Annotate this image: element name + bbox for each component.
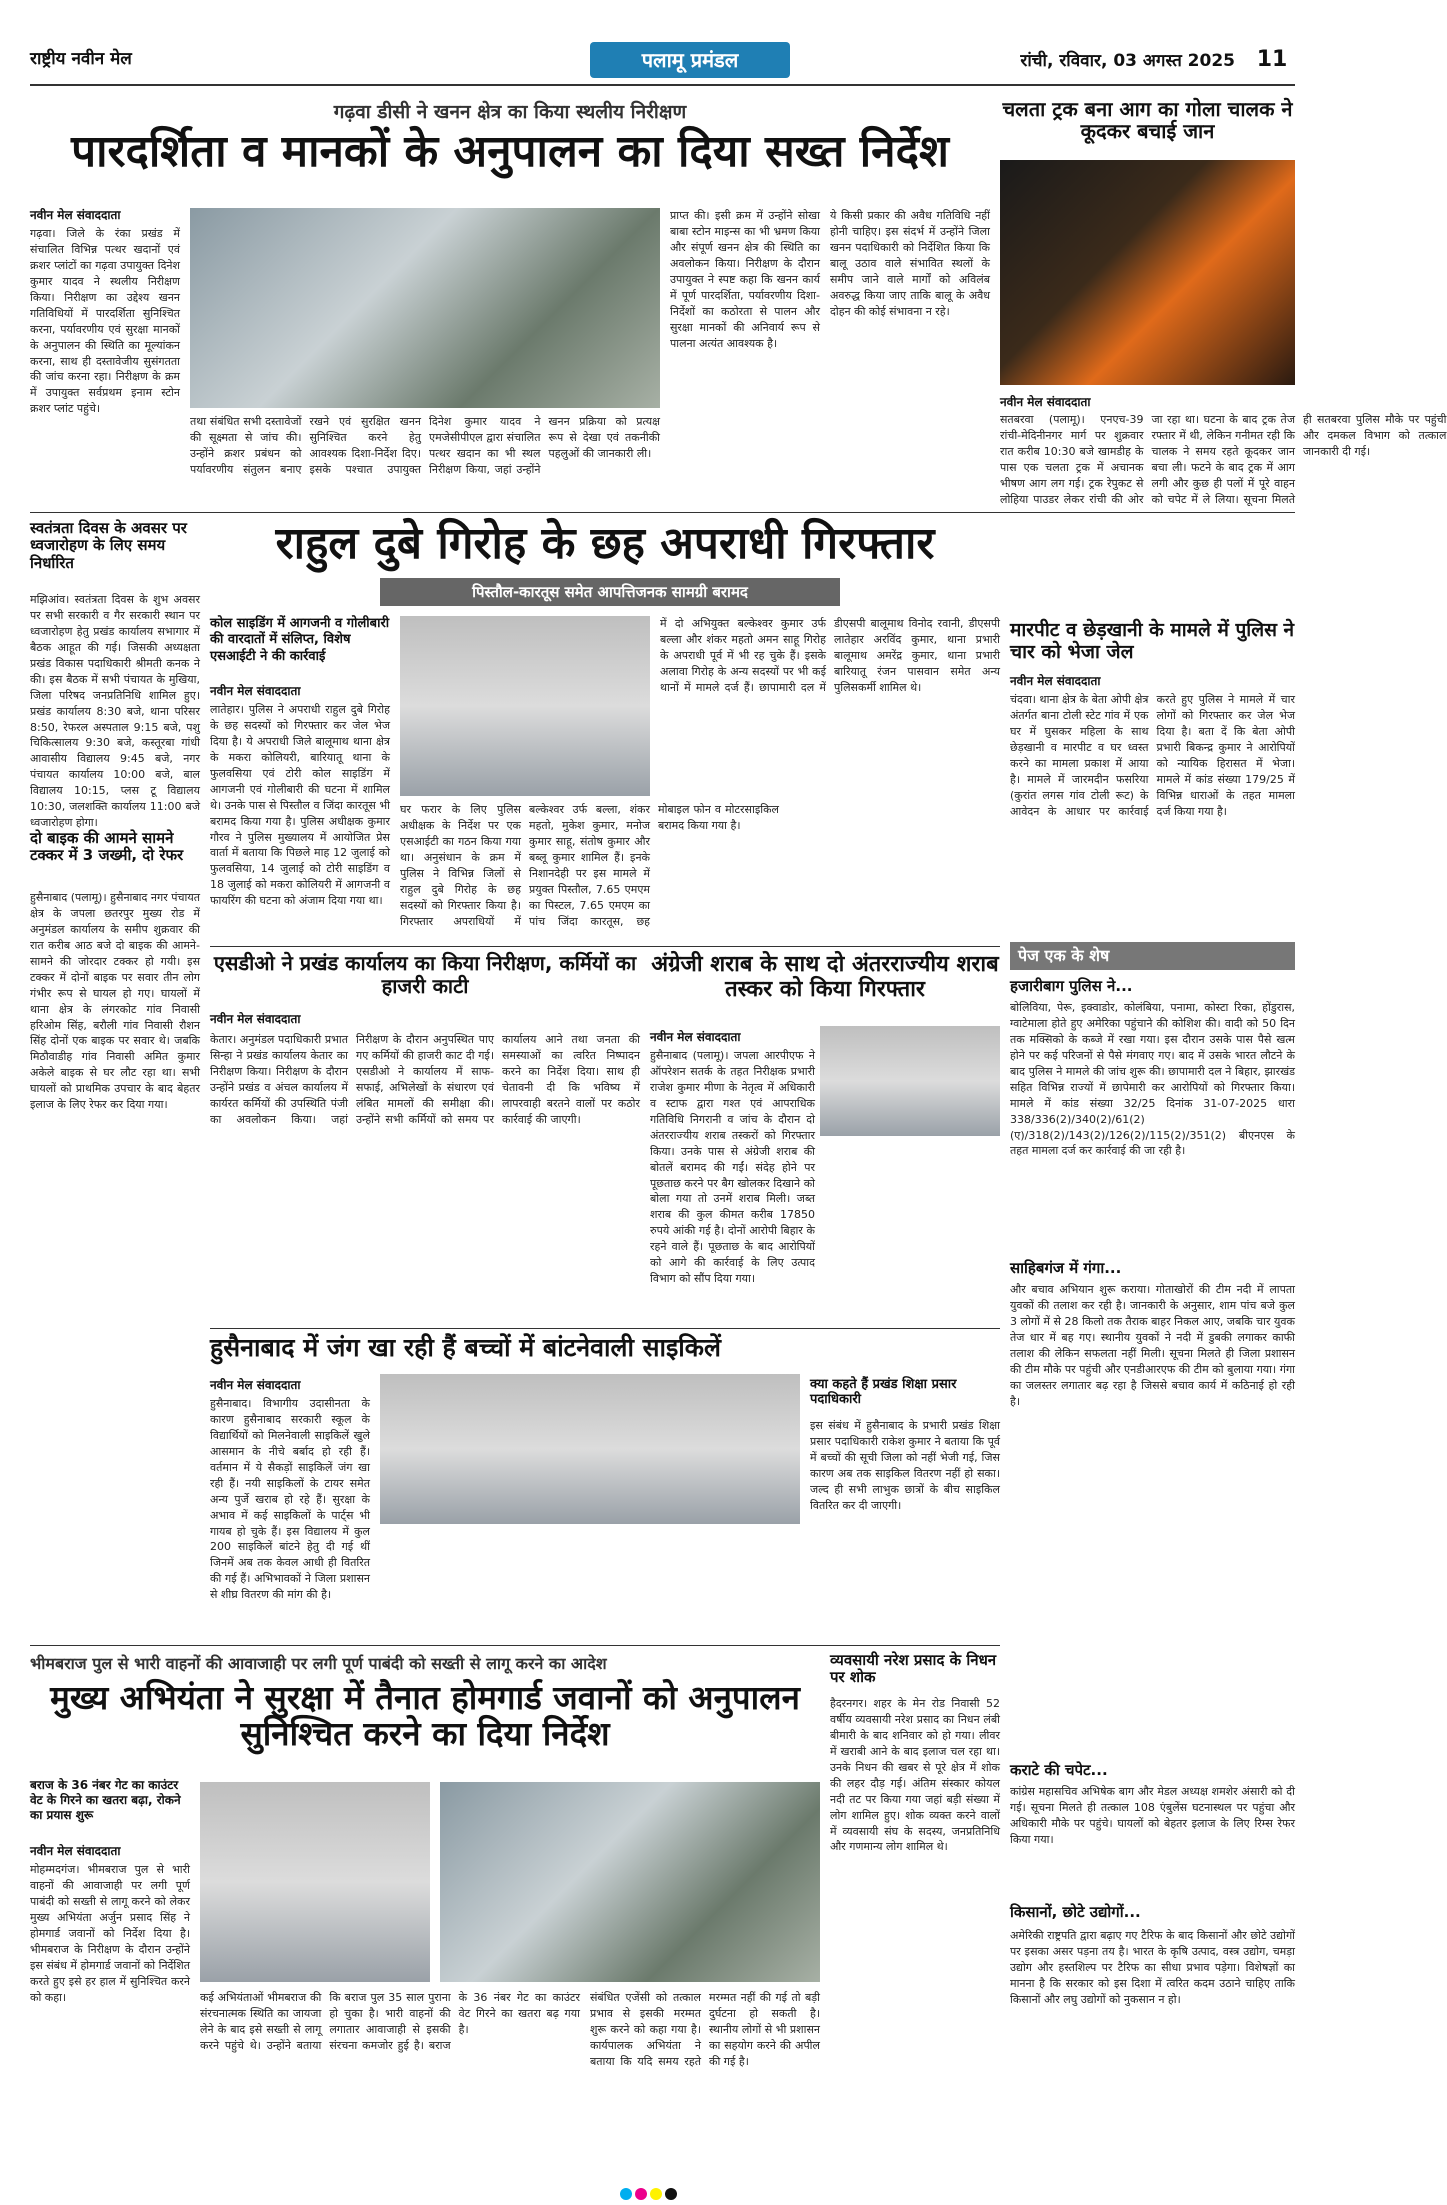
story-truck-fire <box>1000 97 1447 508</box>
story-headline: मारपीट व छेड़खानी के मामले में पुलिस ने चार को भेजा जेल <box>1010 619 1295 663</box>
byline: नवीन मेल संवाददाता <box>210 684 301 698</box>
story-headline: राहुल दुबे गिरोह के छह अपराधी गिरफ्तार <box>275 518 935 569</box>
story-garhwa-inspection <box>30 98 990 508</box>
story-body-continued <box>380 1530 800 1636</box>
rusting-cycles-photo <box>380 1374 800 1524</box>
story-headline: चलता ट्रक बना आग का गोला चालक ने कूदकर बचाई जान <box>1002 97 1293 143</box>
side-body: इस संबंध में हुसैनाबाद के प्रभारी प्रखंड शिक्षा प्रसार पदाधिकारी राकेश कुमार ने बताया कि पूर्व में बच्चों की सूची जिला को नहीं भेजी गई, जिस कारण अब तक साइकिल वितरण नहीं हो सका। जल्द ही सभी लाभुक छात्रों के बीच साइकिल वितरित कर दी जाएगी। <box>810 1419 1000 1512</box>
side-title: क्या कहते हैं प्रखंड शिक्षा प्रसार पदाधिकारी <box>810 1377 957 1407</box>
story-body-continued <box>820 1142 1000 1322</box>
brand-name: राष्ट्रीय नवीन मेल <box>30 49 132 69</box>
story-body: ये किसी प्रकार की अवैध गतिविधि नहीं होनी चाहिए। इस संदर्भ में उन्होंने जिला खनन पदाधिकारी को निर्देशित किया कि बालू उठाव वाले संभावित स्थलों के समीप जाने वाले मार्गों को अविलंब अवरुद्ध किया जाए ताकि बालू के अवैध दोहन की कोई संभावना न रहे। <box>830 209 990 318</box>
continued-karate-head: कराटे की चपेट... <box>1010 1761 1108 1779</box>
byline: नवीन मेल संवाददाता <box>1010 674 1101 688</box>
story-independence-day <box>30 519 200 830</box>
story-headline: पारदर्शिता व मानकों के अनुपालन का दिया सख्त निर्देश <box>71 126 949 177</box>
divider <box>30 512 1295 513</box>
byline: नवीन मेल संवाददाता <box>210 1378 301 1392</box>
continued-hazaribagh-body: बोलिविया, पेरू, इक्वाडोर, कोलंबिया, पनामा, कोस्टा रिका, होंडुरास, ग्वाटेमाला होते हुए अमेरिका पहुंचाने की कोशिश की। वादी को 50 दिन तक मक्सिको के कब्जे में रखा गया। इस दौरान उसके पास पैसे खत्म होने पर कई परिजनों से पैसे मंगवाए गए। बाद में उसके भारत लौटने के बाद पुलिस ने मामले की जांच शुरू की। छापामारी दल ने बिहार, झारखंड सहित विभिन्न राज्यों में छापेमारी कर आरोपियों को गिरफ्तार किया। मामले में कांड संख्या 32/25 दिनांक 31-07-2025 धारा 338/336(2)/340(2)/61(2)(ए)/318(2)/143(2)/126(2)/115(2)/351(2) बीएनएस के तहत मामला दर्ज कर कार्रवाई की जा रही है। <box>1010 1001 1295 1158</box>
story-liquor-smugglers <box>650 952 1000 1322</box>
continued-bar: पेज एक के शेष <box>1010 942 1295 970</box>
story-body: चंदवा। थाना क्षेत्र के बेता ओपी क्षेत्र अंतर्गत बाना टोली स्टेट गांव में एक घर में घुसकर महिला के साथ छेड़खानी व मारपीट व घर ध्वस्त करने का मामला प्रकाश में आया है। मामले में जारमदीन फसरिया (कुरांत लगस गांव टोली रूट) के आवेदन के आधार पर कार्रवाई करते हुए पुलिस ने मामले में चार लोगों को गिरफ्तार कर जेल भेज दिया है। बता दें कि बेता ओपी प्रभारी बिकन्द्र कुमार ने आरोपियों को न्यायिक हिरासत में भेजा। मामले में कांड संख्या 179/25 में विभिन्न धाराओं के तहत मामला दर्ज किया गया है। <box>1010 693 1295 818</box>
page-number: 11 <box>1256 47 1288 72</box>
story-body: घर फरार के लिए पुलिस अधीक्षक के निर्देश पर एक एसआईटी का गठन किया गया था। अनुसंधान के क्रम में पुलिस ने विभिन्न जिलों से राहुल दुबे गिरोह के छह सदस्यों को गिरफ्तार किया है। गिरफ्तार अपराधियों में बल्केश्वर उर्फ बल्ला, शंकर महतो, मुकेश कुमार, मनोज कुमार साहू, संतोष कुमार और बब्लू कुमार शामिल हैं। इनके निशानदेही पर इस मामले में प्रयुक्त पिस्तौल, 7.65 एमएम का पिस्टल, 7.65 एमएम का पांच जिंदा कारतूस, छह मोबाइल फोन व मोटरसाइकिल बरामद किया गया है। <box>400 803 779 928</box>
story-assault-arrest <box>1010 620 1295 935</box>
story-bhimbaraj-bridge <box>30 1652 820 2172</box>
story-kicker: गढ़वा डीसी ने खनन क्षेत्र का किया स्थलीय निरीक्षण <box>333 101 687 123</box>
story-rahul-dubey-gang <box>210 520 1000 940</box>
story-body: मझिआंव। स्वतंत्रता दिवस के शुभ अवसर पर सभी सरकारी व गैर सरकारी स्थान पर ध्वजारोहण हेतु प्रखंड कार्यालय सभागार में बैठक आहूत की गई। जिसकी अध्यक्षता प्रखंड विकास पदाधिकारी श्रीमती कनक ने की। इस बैठक में सभी पंचायत के मुखिया, जिला परिषद जनप्रतिनिधि शामिल हुए। प्रखंड कार्यालय 8:30 बजे, थाना परिसर 8:50, रेफरल अस्पताल 9:15 बजे, पशु चिकित्सालय 9:30 बजे, कस्तूरबा गांधी आवासीय विद्यालय 9:45 बजे, नगर पंचायत कार्यालय 10:00 बजे, बाल विद्यालय 10:15, प्लस टू विद्यालय 10:30, जलशक्ति कार्यालय 11:00 बजे ध्वजारोहण होगा। <box>30 593 200 830</box>
story-bullet: कोल साइडिंग में आगजनी व गोलीबारी की वारदातों में संलिप्त, विशेष एसआईटी ने की कार्रवाई <box>210 616 390 664</box>
byline: नवीन मेल संवाददाता <box>1000 395 1091 409</box>
story-body: गढ़वा। जिले के रंका प्रखंड में संचालित विभिन्न पत्थर खदानों एवं क्रशर प्लांटों का गढ़वा उपायुक्त दिनेश कुमार यादव ने स्थलीय निरीक्षण किया। निरीक्षण का उद्देश्य खनन गतिविधियों में पारदर्शिता सुनिश्चित करना, पर्यावरणीय एवं सुरक्षा मानकों के अनुपालन की स्थिति का मूल्यांकन करना, साथ ही दस्तावेजीय सुसंगतता की जांच करना रहा। निरीक्षण के क्रम में उपायुक्त सर्वप्रथम इनाम स्टोन क्रशर प्लांट पहुंचे। <box>30 227 180 416</box>
story-headline: व्यवसायी नरेश प्रसाद के निधन पर शोक <box>830 1651 997 1687</box>
continued-karate-body: कांग्रेस महासचिव अभिषेक बाग और मेडल अध्यक्ष शमशेर अंसारी को दी गई। सूचना मिलते ही तत्काल 108 एंबुलेंस घटनास्थल पर पहुंचा और अधिकारी मौके पर पहुंचे। घायलों को बेहतर इलाज के लिए रिम्स रेफर किया गया। <box>1010 1785 1295 1846</box>
continued-kisan-body: अमेरिकी राष्ट्रपति द्वारा बढ़ाए गए टैरिफ के बाद किसानों और छोटे उद्योगों पर इसका असर पड़ना तय है। भारत के कृषि उत्पाद, वस्त्र उद्योग, चमड़ा उद्योग और हस्तशिल्प पर टैरिफ का सीधा प्रभाव पड़ेगा। विशेषज्ञों का मानना है कि सरकार को इस दिशा में त्वरित कदम उठाने चाहिए ताकि किसानों और लघु उद्योगों को नुकसान न हो। <box>1010 1929 1295 2006</box>
story-body: संबंधित एजेंसी को तत्काल प्रभाव से इसकी मरम्मत शुरू करने को कहा गया है। कार्यपालक अभियंता ने बताया कि यदि समय रहते मरम्मत नहीं की गई तो बड़ी दुर्घटना हो सकती है। स्थानीय लोगों से भी प्रशासन का सहयोग करने की अपील की गई है। <box>590 1991 820 2068</box>
story-headline: एसडीओ ने प्रखंड कार्यालय का किया निरीक्षण, कर्मियों का हाजरी काटी <box>213 951 637 998</box>
divider <box>30 1645 1000 1646</box>
inspection-photo <box>190 208 660 408</box>
story-body: मोहम्मदगंज। भीमबराज पुल से भारी वाहनों की आवाजाही पर लगी पूर्ण पाबंदी को सख्ती से लागू करने को लेकर मुख्य अभियंता अर्जुन प्रसाद सिंह ने होमगार्ड जवानों को निर्देश दिया है। भीमबराज के निरीक्षण के दौरान उन्होंने इस संबंध में होमगार्ड जवानों को निर्देशित करते हुए इसे हर हाल में सुनिश्चित करने को कहा। <box>30 1863 190 2004</box>
story-headline: दो बाइक की आमने सामने टक्कर में 3 जख्मी, दो रेफर <box>30 829 184 865</box>
story-body: प्राप्त की। इसी क्रम में उन्होंने सोखा बाबा स्टोन माइन्स का भी भ्रमण किया और संपूर्ण खनन क्षेत्र की स्थिति का अवलोकन किया। निरीक्षण के दौरान उपायुक्त ने स्पष्ट कहा कि खनन कार्य में पूर्ण पारदर्शिता, पर्यावरणीय दिशा-निर्देशों का कठोरता से पालन और सुरक्षा मानकों की अनिवार्य रूप से पालना अत्यंत आवश्यक है। <box>670 209 820 350</box>
story-body: हुसैनाबाद (पलामू)। हुसैनाबाद नगर पंचायत क्षेत्र के जपला छतरपुर मुख्य रोड में अनुमंडल कार्यालय के समीप शुक्रवार की रात करीब आठ बजे दो बाइक की आमने-सामने की जोरदार टक्कर हो गयी। इस टक्कर में दोनों बाइक पर सवार तीन लोग गंभीर रूप से घायल हो गए। घायलों में थाना क्षेत्र के लंगरकोट गांव निवासी हरिओम सिंह, बरौली गांव निवासी रौशन सिंह दोनों एक बाइक पर सवार थे। जबकि मिठौवाडीह गांव निवासी अमित कुमार अकेले बाइक से घर लौट रहा था। सभी घायलों को प्राथमिक उपचार के बाद बेहतर इलाज के लिए रेफर कर दिया गया। <box>30 891 200 1112</box>
story-body: हुसैनाबाद। विभागीय उदासीनता के कारण हुसैनाबाद सरकारी स्कूल के विद्यार्थियों को मिलनेवाली साइकिलें खुले आसमान के नीचे बर्बाद हो रही हैं। वर्तमान में ये सैकड़ों साइकिलें जंग खा रही हैं। नयी साइकिलों के टायर समेत अन्य पुर्जे खराब हो रहे हैं। सुरक्षा के अभाव में कई साइकिलों के पार्ट्स भी गायब हो चुके हैं। इस विद्यालय में कुल 200 साइकिलें बांटने हेतु दी गई थीं जिनमें अब तक केवल आधी ही वितरित की गई हैं। अभिभावकों ने जिला प्रशासन से शीघ्र वितरण की मांग की है। <box>210 1397 370 1602</box>
story-education-officer-comment <box>810 1378 1000 1638</box>
story-condolence <box>830 1652 1000 2172</box>
story-headline: मुख्य अभियंता ने सुरक्षा में तैनात होमगार्ड जवानों को अनुपालन सुनिश्चित करने का दिया निर्देश <box>50 1678 800 1754</box>
bridge-photo <box>200 1782 430 1982</box>
story-body: सतबरवा (पलामू)। एनएच-39 रांची-मेदिनीनगर मार्ग पर शुक्रवार रात करीब 10:30 बजे खामडीह के पास एक चलता ट्रक में अचानक भीषण आग लग गई। ट्रक रेपुकट से लोहिया पाउडर लेकर रांची की ओर जा रहा था। घटना के बाद ट्रक तेज रफ्तार में थी, लेकिन गनीमत रही कि चालक ने समय रहते कूदकर जान बचा ली। फटने के बाद ट्रक में आग लगी और कुछ ही पलों में पूरे वाहन को चपेट में ले लिया। सूचना मिलते ही सतबरवा पुलिस मौके पर पहुंची और दमकल विभाग को तत्काल जानकारी दी गई। <box>1000 413 1447 506</box>
dateline: रांची, रविवार, 03 अगस्त 2025 <box>1020 51 1235 71</box>
continued-section <box>1010 942 1295 2172</box>
officials-photo <box>440 1782 820 1982</box>
story-body: केतार। अनुमंडल पदाधिकारी प्रभात सिन्हा ने प्रखंड कार्यालय केतार का निरीक्षण किया। निरीक्षण के दौरान उन्होंने प्रखंड व अंचल कार्यालय में कार्यरत कर्मियों की उपस्थिति पंजी का अवलोकन किया। जहां निरीक्षण के दौरान अनुपस्थित पाए गए कर्मियों की हाजरी काट दी गई। एसडीओ ने कार्यालय में साफ-सफाई, अभिलेखों के संधारण एवं लंबित मामलों की समीक्षा की। उन्होंने सभी कर्मियों को समय पर कार्यालय आने तथा जनता की समस्याओं का त्वरित निष्पादन करने का निर्देश दिया। साथ ही चेतावनी दी कि भविष्य में लापरवाही बरतने वालों पर कठोर कार्रवाई की जाएगी। <box>210 1033 640 1126</box>
section-title: पलामू प्रमंडल <box>590 42 790 78</box>
byline: नवीन मेल संवाददाता <box>30 1844 121 1858</box>
byline: नवीन मेल संवाददाता <box>210 1012 301 1026</box>
story-body: कई अभियंताओं भीमबराज की संरचनात्मक स्थिति का जायजा लेने के बाद इसे सख्ती से लागू करने पहुंचे थे। उन्होंने बताया कि बराज पुल 35 साल पुराना हो चुका है। भारी वाहनों की लगातार आवाजाही से इसकी संरचना कमजोर हुई है। बराज के 36 नंबर गेट का काउंटर वेट गिरने का खतरा बढ़ गया है। <box>200 1991 580 2052</box>
story-subhead: पिस्तौल-कारतूस समेत आपत्तिजनक सामग्री बरामद <box>380 578 840 606</box>
color-registration-marks <box>620 2185 720 2199</box>
seized-liquor-photo <box>820 1026 1000 1136</box>
byline: नवीन मेल संवाददाता <box>650 1030 741 1044</box>
story-headline: हुसैनाबाद में जंग खा रही हैं बच्चों में बांटनेवाली साइकिलें <box>210 1333 721 1362</box>
story-body: लातेहार। पुलिस ने अपराधी राहुल दुबे गिरोह के छह सदस्यों को गिरफ्तार कर जेल भेज दिया है। ये अपराधी जिले बालूमाथ थाना क्षेत्र के मकरा कोलियरी, बारियातू थाना के फुलवसिया एवं टोरी कोल साइडिंग में आगजनी एवं गोलीबारी की घटना में शामिल थे। उनके पास से पिस्तौल व जिंदा कारतूस भी बरामद किया गया है। पुलिस अधीक्षक कुमार गौरव ने पुलिस मुख्यालय में आयोजित प्रेस वार्ता में बताया कि पिछले माह 12 जुलाई को फुलवसिया, 14 जुलाई को टोरी साइडिंग व 18 जुलाई को मकरा कोलियरी में आगजनी व फायरिंग की घटना को अंजाम दिया गया था। <box>210 703 390 908</box>
byline: नवीन मेल संवाददाता <box>30 208 121 222</box>
story-body: में दो अभियुक्त बल्केश्वर कुमार उर्फ बल्ला और शंकर महतो अमन साहू गिरोह के अपराधी पूर्व में भी रह चुके हैं। इसके अलावा गिरोह के अन्य सदस्यों पर भी कई थानों में मामले दर्ज हैं। छापामारी दल में डीएसपी बालूमाथ विनोद रवानी, डीएसपी लातेहार अरविंद कुमार, थाना प्रभारी बालूमाथ अमरेंद्र कुमार, थाना प्रभारी बारियातू रंजन पासवान समेत अन्य पुलिसकर्मी शामिल थे। <box>660 617 1000 694</box>
truck-fire-photo <box>1000 160 1295 385</box>
story-body: हैदरनगर। शहर के मेन रोड निवासी 52 वर्षीय व्यवसायी नरेश प्रसाद का निधन लंबी बीमारी के बाद शनिवार को हो गया। लीवर में खराबी आने के बाद इलाज चल रहा था। उनके निधन की खबर से पूरे क्षेत्र में शोक की लहर दौड़ गई। अंतिम संस्कार कोयल नदी तट पर किया गया जहां बड़ी संख्या में लोग शामिल हुए। शोक व्यक्त करने वालों में व्यवसायी संघ के सदस्य, जनप्रतिनिधि और गणमान्य लोग शामिल थे। <box>830 1697 1000 1854</box>
divider <box>210 946 1000 947</box>
story-headline: अंग्रेजी शराब के साथ दो अंतरराज्यीय शराब तस्कर को किया गिरफ्तार <box>651 952 999 1003</box>
story-bike-accident <box>30 830 200 1260</box>
continued-kisan-head: किसानों, छोटे उद्योगों... <box>1010 1903 1141 1921</box>
continued-sahibganj-body: और बचाव अभियान शुरू कराया। गोताखोरों की टीम नदी में लापता युवकों की तलाश कर रही है। जानकारी के अनुसार, शाम पांच बजे कुल 3 लोगों में से 28 किलो तक तैराक बाहर निकल आए, जबकि चार युवक तेज धार में बह गए। स्थानीय युवकों ने नदी में डुबकी लगाकर काफी तलाश की लेकिन सफलता नहीं मिली। सूचना मिलते ही जिला प्रशासन की टीम मौके पर पहुंची और एनडीआरएफ की टीम को बुलाया गया। गंगा का जलस्तर लगातार बढ़ रहा है जिससे बचाव कार्य में कठिनाई हो रही है। <box>1010 1283 1295 1408</box>
story-bullet: बराज के 36 नंबर गेट का काउंटर वेट के गिरने का खतरा बढ़ा, रोकने का प्रयास शुरू <box>30 1778 181 1822</box>
story-kicker: भीमबराज पुल से भारी वाहनों की आवाजाही पर लगी पूर्ण पाबंदी को सख्ती से लागू करने का आदेश <box>30 1654 607 1673</box>
masthead <box>30 40 1295 86</box>
arrested-accused-photo <box>400 616 650 796</box>
continued-sahibganj-head: साहिबगंज में गंगा... <box>1010 1259 1122 1277</box>
continued-hazaribagh-head: हजारीबाग पुलिस ने... <box>1010 977 1133 995</box>
story-body: हुसैनाबाद (पलामू)। जपला आरपीएफ ने ऑपरेशन सतर्क के तहत निरीक्षक प्रभारी राजेश कुमार मीणा के नेतृत्व में अधिकारी व स्टाफ द्वारा गश्त एवं आपराधिक गतिविधि निगरानी व जांच के दौरान दो अंतरराज्यीय शराब तस्करों को गिरफ्तार किया। उनके पास से अंग्रेजी शराब की बोतलें बरामद की गईं। संदेह होने पर पूछताछ करने पर बैग खोलकर दिखाने को बोला गया तो उनमें शराब मिली। जब्त शराब की कुल कीमत करीब 17850 रुपये आंकी गई है। दोनों आरोपी बिहार के रहने वाले हैं। पूछताछ के बाद आरोपियों को आगे की कार्रवाई के लिए उत्पाद विभाग को सौंप दिया गया। <box>650 1049 815 1286</box>
story-headline: स्वतंत्रता दिवस के अवसर पर ध्वजारोहण के लिए समय निर्धारित <box>30 519 187 572</box>
photo-caption-text: तथा संबंधित सभी दस्तावेजों की सूक्ष्मता से जांच की। उन्होंने क्रशर प्रबंधन को पर्यावरणीय संतुलन बनाए रखने एवं सुरक्षित खनन सुनिश्चित करने हेतु आवश्यक दिशा-निर्देश दिए। इसके पश्चात उपायुक्त दिनेश कुमार यादव ने एमजेसीपीएल द्वारा संचालित पत्थर खदान का भी स्थल निरीक्षण किया, जहां उन्होंने खनन प्रक्रिया को प्रत्यक्ष रूप से देखा एवं तकनीकी पहलुओं की जानकारी ली। <box>190 415 660 476</box>
story-sdo-inspection <box>210 952 640 1322</box>
divider <box>210 1328 1000 1329</box>
